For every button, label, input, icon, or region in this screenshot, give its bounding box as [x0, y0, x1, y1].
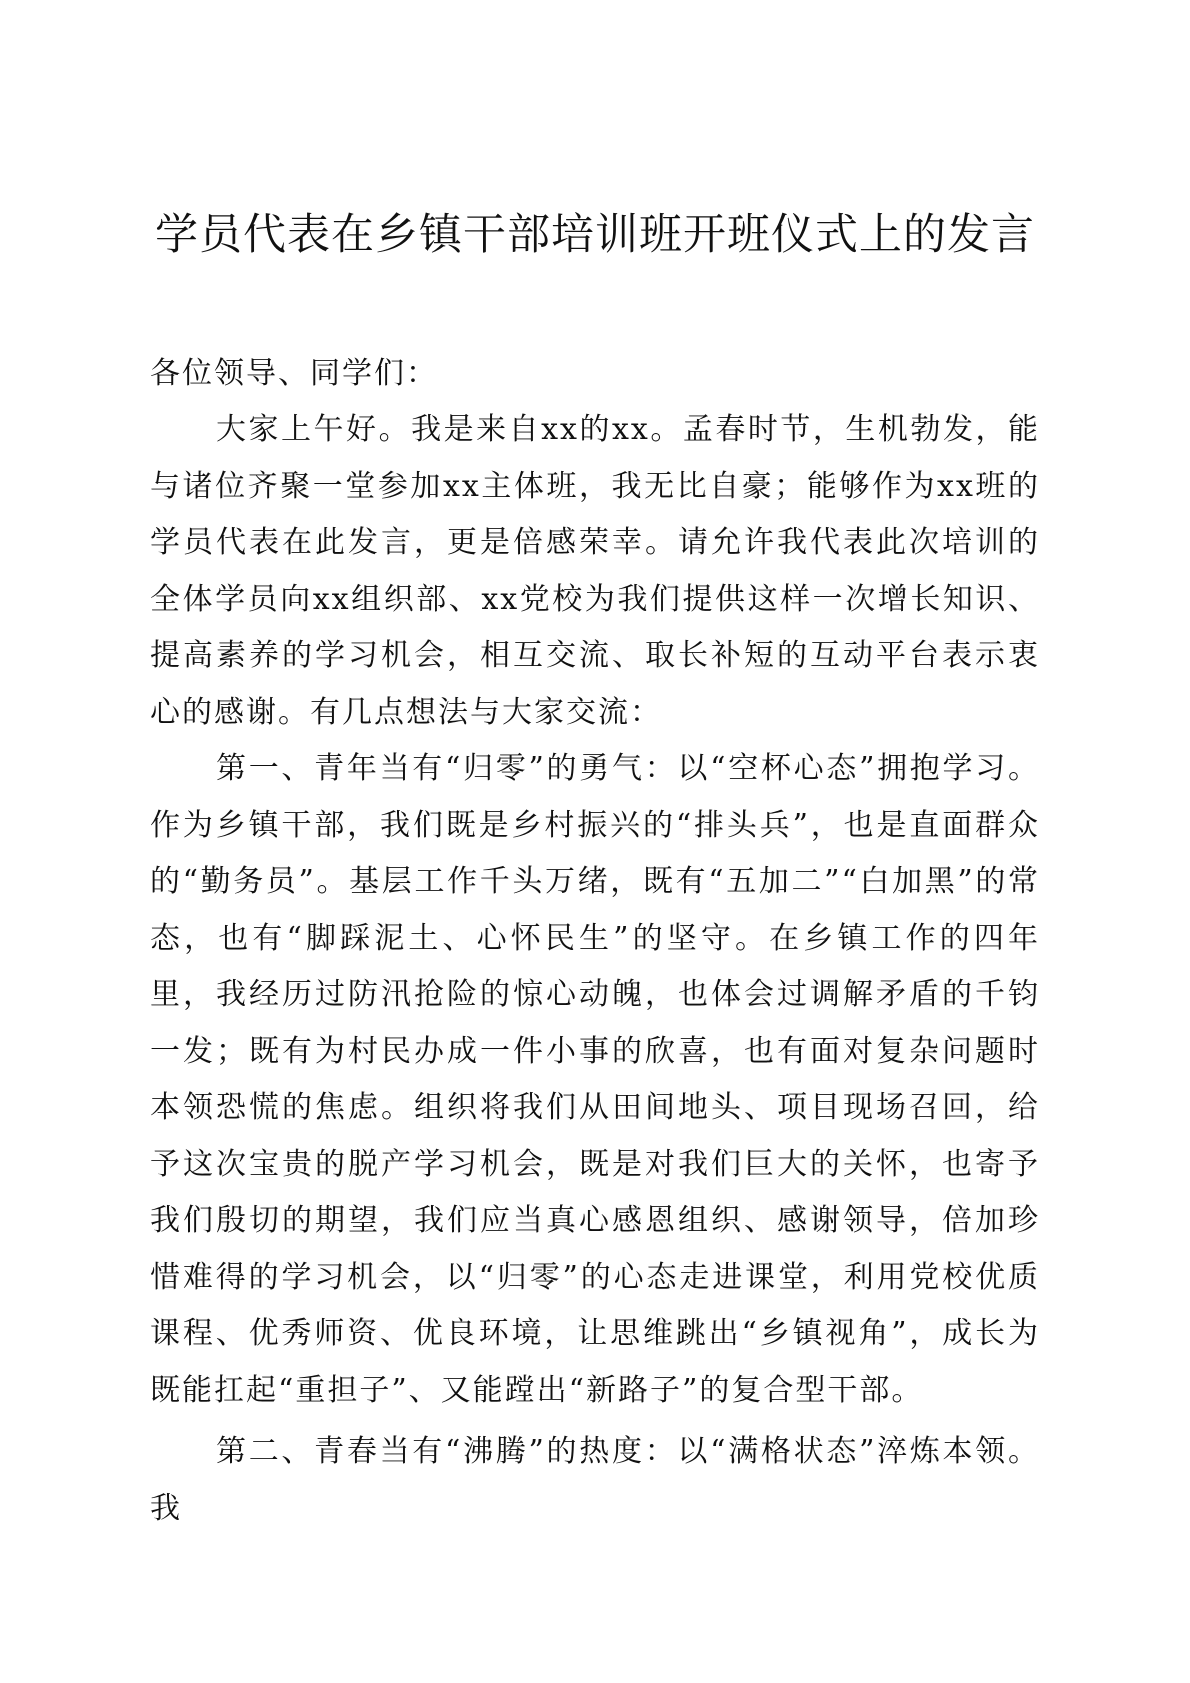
salutation: 各位领导、同学们： — [150, 356, 438, 391]
document-title: 学员代表在乡镇干部培训班开班仪式上的发言 — [155, 210, 1035, 260]
paragraph-point-two: 第二、青春当有“沸腾”的热度：以“满格状态”淬炼本领。我 — [150, 1434, 1040, 1526]
document-body — [150, 346, 1040, 1537]
paragraph-point-one: 第一、青年当有“归零”的勇气：以“空杯心态”拥抱学习。作为乡镇干部，我们既是乡村振兴的“排头兵”，也是直面群众的“勤务员”。基层工作千头万绪，既有“五加二”“白加黑”的常态，也有“脚踩泥土、心怀民生”的坚守。在乡镇工作的四年里，我经历过防汛抢险的惊心动魄，也体会过调解矛盾的千钧一发；既有为村民办成一件小事的欣喜，也有面对复杂问题时本领恐慌的焦虑。组织将我们从田间地头、项目现场召回，给予这次宝贵的脱产学习机会，既是对我们巨大的关怀，也寄予我们殷切的期望，我们应当真心感恩组织、感谢领导，倍加珍惜难得的学习机会，以“归零”的心态走进课堂，利用党校优质课程、优秀师资、优良环境，让思维跳出“乡镇视角”，成长为既能扛起“重担子”、又能蹚出“新路子”的复合型干部。 — [150, 751, 1040, 1408]
paragraph-greeting: 大家上午好。我是来自xx的xx。孟春时节，生机勃发，能与诸位齐聚一堂参加xx主体班，我无比自豪；能够作为xx班的学员代表在此发言，更是倍感荣幸。请允许我代表此次培训的全体学员向xx组织部、xx党校为我们提供这样一次增长知识、提高素养的学习机会，相互交流、取长补短的互动平台表示衷心的感谢。有几点想法与大家交流： — [150, 412, 1040, 730]
